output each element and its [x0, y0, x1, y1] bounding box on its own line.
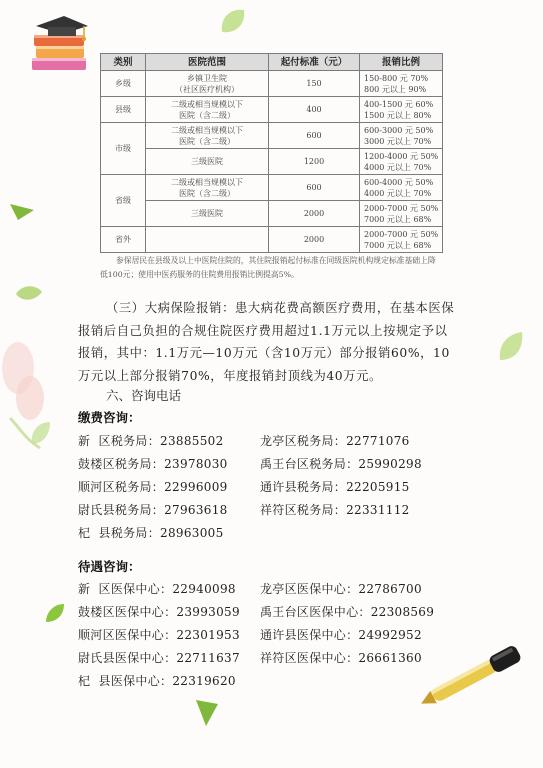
- list-item: 祥符区税务局：22331112: [260, 503, 410, 517]
- leaf-icon: [14, 284, 44, 308]
- reimbursement-table: [100, 53, 443, 253]
- graduation-cap-books-icon: [26, 12, 90, 74]
- phone-number: 22308569: [370, 605, 435, 619]
- deductible-cell: 600: [269, 175, 360, 201]
- phone-number: 23978030: [164, 457, 228, 471]
- phone-number: 22940098: [172, 582, 236, 596]
- list-item: 杞 县医保中心：22319620: [78, 674, 236, 688]
- category-cell: 乡级: [101, 71, 146, 97]
- list-item: 通许县税务局：22205915: [260, 480, 410, 494]
- table-row: [101, 97, 443, 123]
- phone-number: 22331112: [346, 503, 410, 517]
- list-item: 禹王台区税务局：25990298: [260, 457, 422, 471]
- phone-number: 26661360: [358, 651, 422, 665]
- ratio-cell: 1200-4000 元 50% 4000 元以上 70%: [360, 149, 443, 175]
- list-item: 顺河区医保中心：22301953: [78, 628, 240, 642]
- range-cell: 二级或相当规模以下 医院（含二级）: [146, 123, 269, 149]
- leaf-icon: [192, 698, 222, 732]
- list-item: 鼓楼区医保中心：23993059: [78, 605, 240, 619]
- phone-number: 22319620: [172, 674, 236, 688]
- phone-number: 22996009: [164, 480, 228, 494]
- list-item: 鼓楼区税务局：23978030: [78, 457, 228, 471]
- list-item: 新 区税务局：23885502: [78, 434, 224, 448]
- payment-consult-title: 缴费咨询：: [78, 410, 141, 425]
- list-item: 禹王台区医保中心：22308569: [260, 605, 435, 619]
- ratio-cell: 2000-7000 元 50% 7000 元以上 68%: [360, 227, 443, 253]
- deductible-cell: 2000: [269, 201, 360, 227]
- ratio-cell: 600-4000 元 50% 4000 元以上 70%: [360, 175, 443, 201]
- category-cell: 省级: [101, 175, 146, 227]
- range-cell: 二级或相当规模以下 医院（含二级）: [146, 175, 269, 201]
- ratio-cell: 150-800 元 70% 800 元以上 90%: [360, 71, 443, 97]
- header-deductible: 起付标准（元）: [269, 54, 360, 71]
- section-title: 六、咨询电话: [106, 388, 182, 403]
- leaf-icon: [8, 200, 36, 226]
- list-item: 杞 县税务局：28963005: [78, 526, 224, 540]
- deductible-cell: 150: [269, 71, 360, 97]
- phone-number: 23993059: [176, 605, 240, 619]
- table-row: [101, 227, 443, 253]
- header-category: 类别: [101, 54, 146, 71]
- phone-number: 22786700: [358, 582, 422, 596]
- list-item: 龙亭区税务局：22771076: [260, 434, 410, 448]
- deductible-cell: 1200: [269, 149, 360, 175]
- phone-number: 22771076: [346, 434, 410, 448]
- phone-number: 28963005: [160, 526, 224, 540]
- ratio-cell: 2000-7000 元 50% 7000 元以上 68%: [360, 201, 443, 227]
- range-cell: 二级或相当规模以下 医院（含二级）: [146, 97, 269, 123]
- range-cell: 乡镇卫生院 （社区医疗机构）: [146, 71, 269, 97]
- leaf-icon: [496, 330, 526, 368]
- serious-illness-paragraph: （三）大病保险报销：患大病花费高额医疗费用，在基本医保报销后自己负担的合规住院医疗费用超过1.1万元以上按规定予以报销，其中：1.1万元—10万元（含10万元）部分报销60%，10万元以上部分报销70%，年度报销封顶线为40万元。: [78, 301, 455, 383]
- category-cell: 市级: [101, 123, 146, 175]
- table-row: [101, 71, 443, 97]
- list-item: 顺河区税务局：22996009: [78, 480, 228, 494]
- category-cell: 省外: [101, 227, 146, 253]
- leaf-icon: [218, 6, 248, 40]
- range-cell: 三级医院: [146, 149, 269, 175]
- list-item: 新 区医保中心：22940098: [78, 582, 236, 596]
- leaf-icon: [28, 420, 52, 450]
- header-hospital-range: 医院范围: [146, 54, 269, 71]
- list-item: 通许县医保中心：24992952: [260, 628, 422, 642]
- table-row: [101, 175, 443, 201]
- ratio-cell: 400-1500 元 60% 1500 元以上 80%: [360, 97, 443, 123]
- phone-number: 23885502: [160, 434, 224, 448]
- category-cell: 县级: [101, 97, 146, 123]
- header-ratio: 报销比例: [360, 54, 443, 71]
- treatment-consult-title: 待遇咨询：: [78, 559, 141, 574]
- phone-number: 22301953: [176, 628, 240, 642]
- range-cell: [146, 227, 269, 253]
- list-item: 尉氏县医保中心：22711637: [78, 651, 240, 665]
- phone-number: 22711637: [176, 651, 240, 665]
- phone-number: 25990298: [358, 457, 422, 471]
- range-cell: 三级医院: [146, 201, 269, 227]
- table-row: [101, 149, 443, 175]
- table-row: [101, 123, 443, 149]
- phone-number: 22205915: [346, 480, 410, 494]
- deductible-cell: 600: [269, 123, 360, 149]
- deductible-cell: 2000: [269, 227, 360, 253]
- list-item: 龙亭区医保中心：22786700: [260, 582, 422, 596]
- table-row: [101, 201, 443, 227]
- deductible-cell: 400: [269, 97, 360, 123]
- table-note: 参保居民在县级及以上中医院住院的，其住院报销起付标准在同级医院机构规定标准基础上降低100元；使用中医药服务的住院费用报销比例提高5%。: [100, 256, 436, 279]
- ratio-cell: 600-3000 元 50% 3000 元以上 70%: [360, 123, 443, 149]
- leaf-icon: [44, 602, 66, 628]
- table-header-row: [101, 54, 443, 71]
- fountain-pen-icon: [420, 630, 530, 724]
- list-item: 尉氏县税务局：27963618: [78, 503, 228, 517]
- list-item: 祥符区医保中心：26661360: [260, 651, 422, 665]
- phone-number: 24992952: [358, 628, 422, 642]
- phone-number: 27963618: [164, 503, 228, 517]
